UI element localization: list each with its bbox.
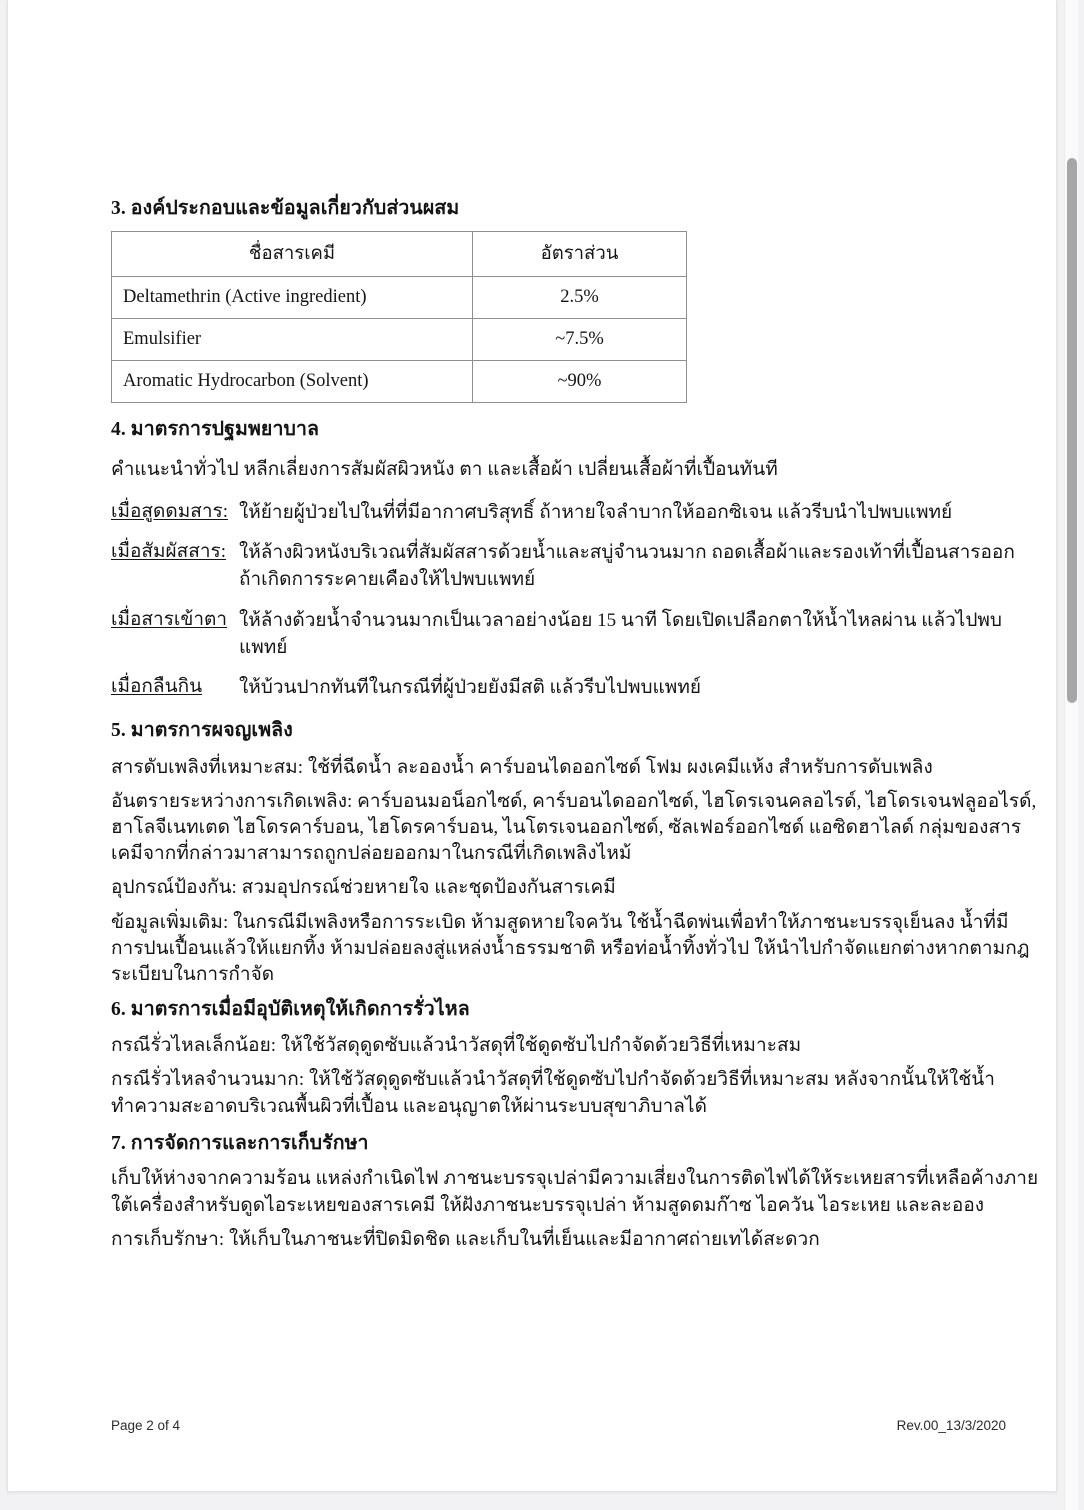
first-aid-term: เมื่อสารเข้าตา xyxy=(111,608,228,630)
first-aid-term: เมื่อสูดดมสาร: xyxy=(111,500,228,522)
scrollbar-thumb[interactable] xyxy=(1067,158,1077,703)
fire-additional-info-paragraph: ข้อมูลเพิ่มเติม: ในกรณีมีเพลิงหรือการระเบิด ห้ามสูดหายใจควัน ใช้น้ำฉีดพ่นเพื่อทำให้ภาชนะบรรจุเย็นลง น้ำที่มีการปนเปื้อนแล้วให้แยกทิ้ง ห้ามปล่อยลงสู่แหล่งน้ำธรรมชาติ หรือท่อน้ำทิ้งทั่วไป ให้นำไปกำจัดแยกต่างหากตามกฎระเบียบในการกำจัด xyxy=(111,911,1030,986)
first-aid-definition: ให้บ้วนปากทันทีในกรณีที่ผู้ป่วยยังมีสติ แล้วรีบไปพบแพทย์ xyxy=(239,677,701,699)
first-aid-definition: ให้ล้างผิวหนังบริเวณที่สัมผัสสารด้วยน้ำและสบู่จำนวนมาก ถอดเสื้อผ้าและรองเท้าที่เปื้อนสารออก ถ้าเกิดการระคายเคืองให้ไปพบแพทย์ xyxy=(239,542,1015,591)
column-header-ratio: อัตราส่วน xyxy=(473,231,687,276)
section-6-heading: 6. มาตรการเมื่อมีอุบัติเหตุให้เกิดการรั่วไหล xyxy=(111,999,470,1021)
first-aid-item-eye-contact xyxy=(111,607,1041,662)
section-5-heading: 5. มาตรการผจญเพลิง xyxy=(111,719,293,741)
table-row xyxy=(112,318,687,360)
revision-label: Rev.00_13/3/2020 xyxy=(896,1418,1006,1433)
first-aid-definition: ให้ย้ายผู้ป่วยไปในที่ที่มีอากาศบริสุทธิ์ ถ้าหายใจลำบากให้ออกซิเจน แล้วรีบนำไปพบแพทย์ xyxy=(239,501,953,523)
first-aid-item-inhalation xyxy=(111,499,1041,526)
cell-chemical-name: Aromatic Hydrocarbon (Solvent) xyxy=(112,360,473,402)
cell-ratio: ~7.5% xyxy=(473,318,687,360)
section-4-heading: 4. มาตรการปฐมพยาบาล xyxy=(111,418,320,440)
top-margin-spacer xyxy=(111,0,1041,196)
fire-hazards-paragraph: อันตรายระหว่างการเกิดเพลิง: คาร์บอนมอน็อกไซด์, คาร์บอนไดออกไซด์, ไฮโดรเจนคลอไรด์, ไฮโดรเจนฟลูออไรด์, ฮาโลจีเนทเตด ไฮโดรคาร์บอน, ไฮโดรคาร์บอน, ไนโตรเจนออกไซด์, ซัลเฟอร์ออกไซด์ แอซิดฮาไลด์ กลุ่มของสารเคมีจากที่กล่าวมาสามารถถูกปล่อยออกมาในกรณีที่เกิดเพลิงไหม้ xyxy=(111,790,1037,865)
page-number-label: Page 2 of 4 xyxy=(111,1418,181,1433)
first-aid-item-skin-contact xyxy=(111,539,1041,594)
section-7-heading: 7. การจัดการและการเก็บรักษา xyxy=(111,1132,369,1154)
vertical-scrollbar[interactable] xyxy=(1064,0,1078,1510)
cell-ratio: ~90% xyxy=(473,360,687,402)
extinguishing-media-paragraph: สารดับเพลิงที่เหมาะสม: ใช้ที่ฉีดน้ำ ละอองน้ำ คาร์บอนไดออกไซด์ โฟม ผงเคมีแห้ง สำหรับการดับเพลิง xyxy=(111,756,933,778)
composition-table xyxy=(111,231,687,403)
large-spill-paragraph: กรณีรั่วไหลจำนวนมาก: ให้ใช้วัสดุดูดซับแล้วนำวัสดุที่ใช้ดูดซับไปกำจัดด้วยวิธีที่เหมาะสม หลังจากนั้นให้ใช้น้ำทำความสะอาดบริเวณพื้นผิวที่เปื้อน และอนุญาตให้ผ่านระบบสุขาภิบาลได้ xyxy=(111,1069,996,1117)
protective-equipment-paragraph: อุปกรณ์ป้องกัน: สวมอุปกรณ์ช่วยหายใจ และชุดป้องกันสารเคมี xyxy=(111,877,616,899)
cell-chemical-name: Emulsifier xyxy=(112,318,473,360)
table-header-row xyxy=(112,231,687,276)
handling-paragraph: เก็บให้ห่างจากความร้อน แหล่งกำเนิดไฟ ภาชนะบรรจุเปล่ามีความเสี่ยงในการติดไฟได้ให้ระเหยสารที่เหลือค้างภายใต้เครื่องสำหรับดูดไอระเหยของสารเคมี ให้ฝังภาชนะบรรจุเปล่า ห้ามสูดดมก๊าซ ไอควัน ไอระเหย และละออง xyxy=(111,1168,1039,1216)
first-aid-item-ingestion xyxy=(111,674,1041,701)
first-aid-term: เมื่อสัมผัสสาร: xyxy=(111,541,227,563)
cell-ratio: 2.5% xyxy=(473,276,687,318)
document-page xyxy=(7,0,1057,1492)
page-footer xyxy=(111,1418,1006,1433)
table-row xyxy=(112,360,687,402)
cell-chemical-name: Deltamethrin (Active ingredient) xyxy=(112,276,473,318)
first-aid-term: เมื่อกลืนกิน xyxy=(111,676,203,698)
table-row xyxy=(112,276,687,318)
small-spill-paragraph: กรณีรั่วไหลเล็กน้อย: ให้ใช้วัสดุดูดซับแล้วนำวัสดุที่ใช้ดูดซับไปกำจัดด้วยวิธีที่เหมาะสม xyxy=(111,1035,802,1057)
page-content xyxy=(111,0,1041,1491)
section-3-heading: 3. องค์ประกอบและข้อมูลเกี่ยวกับส่วนผสม xyxy=(111,198,460,219)
first-aid-general-advice: คำแนะนำทั่วไป หลีกเลี่ยงการสัมผัสผิวหนัง ตา และเสื้อผ้า เปลี่ยนเสื้อผ้าที่เปื้อนทันที xyxy=(111,459,778,481)
first-aid-definition: ให้ล้างด้วยน้ำจำนวนมากเป็นเวลาอย่างน้อย 15 นาที โดยเปิดเปลือกตาให้น้ำไหลผ่าน แล้วไปพบแพทย์ xyxy=(239,609,1002,659)
column-header-chemical-name: ชื่อสารเคมี xyxy=(112,231,473,276)
storage-paragraph: การเก็บรักษา: ให้เก็บในภาชนะที่ปิดมิดชิด และเก็บในที่เย็นและมีอากาศถ่ายเทได้สะดวก xyxy=(111,1228,820,1250)
